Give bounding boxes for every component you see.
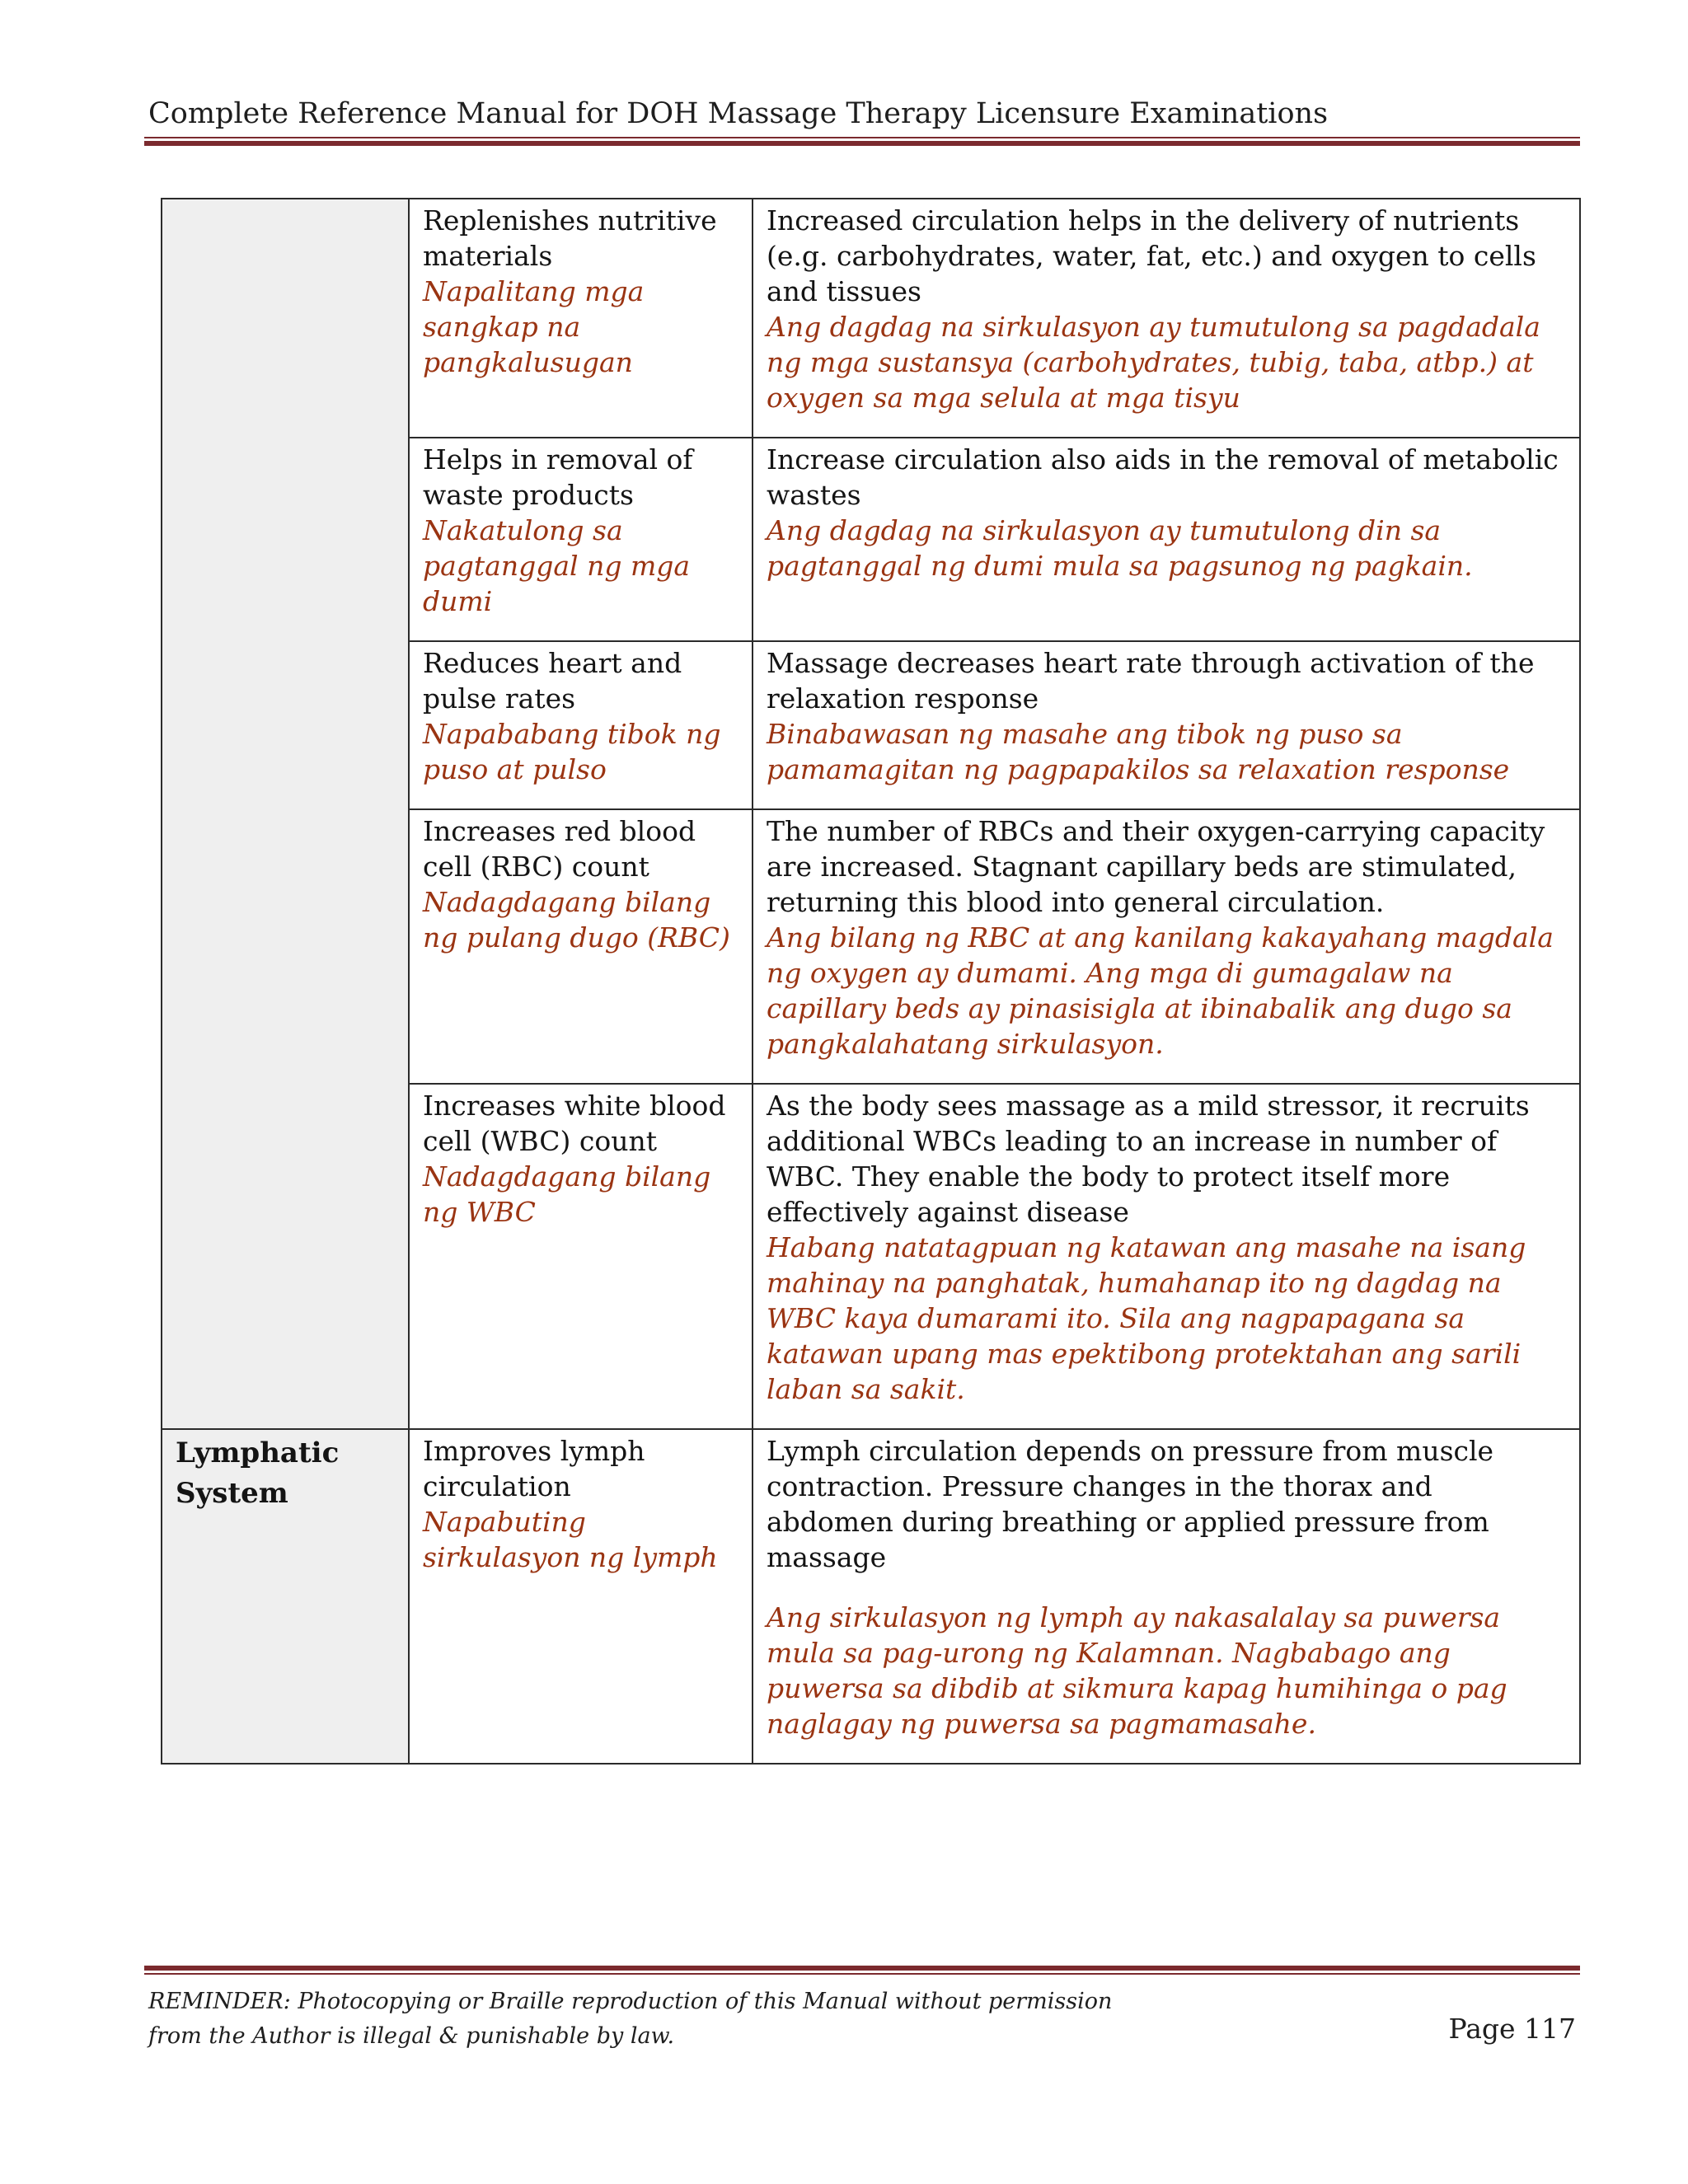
table-row xyxy=(162,199,1580,438)
explanation-tagalog: Ang dagdag na sirkulasyon ay tumutulong sa pagdadala ng mga sustansya (carbohydrates, tubig, taba, atbp.) at oxygen sa mga selula at mga tisyu xyxy=(767,311,1540,414)
reminder-line-1: REMINDER: Photocopying or Braille reproduction of this Manual without permission xyxy=(148,1989,1113,2014)
page-number: Page 117 xyxy=(1448,2013,1576,2045)
explanation-cell xyxy=(753,809,1580,1084)
page-header-title: Complete Reference Manual for DOH Massage Therapy Licensure Examinations xyxy=(148,97,1329,130)
explanation-english: Massage decreases heart rate through activation of the relaxation response xyxy=(767,647,1535,715)
explanation-tagalog: Ang bilang ng RBC at ang kanilang kakayahang magdala ng oxygen ay dumami. Ang mga di gumagalaw na capillary beds ay pinasisigla at ibinabalik ang dugo sa pangkalahatang sirkulasyon. xyxy=(767,921,1554,1060)
system-cell-circulatory xyxy=(162,199,409,1429)
explanation-cell xyxy=(753,438,1580,641)
explanation-tagalog: Habang natatagpuan ng katawan ang masahe na isang mahinay na panghatak, humahanap ito ng dagdag na WBC kaya dumarami ito. Sila ang nagpapagana sa katawan upang mas epektibong protektahan ang sarili laban sa sakit. xyxy=(767,1231,1526,1405)
effect-cell xyxy=(409,438,753,641)
effect-tagalog: Nadagdagang bilang ng pulang dugo (RBC) xyxy=(423,886,730,954)
effect-english: Increases red blood cell (RBC) count xyxy=(423,815,696,883)
explanation-tagalog: Ang sirkulasyon ng lymph ay nakasalalay sa puwersa mula sa pag-urong ng Kalamnan. Nagbabago ang puwersa sa dibdib at sikmura kapag humihinga o pag naglagay ng puwersa sa pagmamasahe. xyxy=(767,1601,1507,1740)
effect-tagalog: Napabuting sirkulasyon ng lymph xyxy=(423,1506,718,1573)
effect-english: Reduces heart and pulse rates xyxy=(423,647,682,715)
copyright-reminder xyxy=(148,1985,1112,2054)
effect-english: Increases white blood cell (WBC) count xyxy=(423,1090,726,1157)
effect-cell xyxy=(409,199,753,438)
explanation-english: The number of RBCs and their oxygen-carrying capacity are increased. Stagnant capillary beds are stimulated, returning this blood into general circulation. xyxy=(767,815,1545,918)
effect-english: Helps in removal of waste products xyxy=(423,443,693,511)
header-rule-top xyxy=(144,137,1580,138)
explanation-english: Lymph circulation depends on pressure from muscle contraction. Pressure changes in the thorax and abdomen during breathing or applied pressure from massage xyxy=(767,1435,1494,1573)
explanation-cell xyxy=(753,1429,1580,1764)
effect-tagalog: Napababang tibok ng puso at pulso xyxy=(423,718,721,785)
explanation-english: Increased circulation helps in the delivery of nutrients (e.g. carbohydrates, water, fat, etc.) and oxygen to cells and tissues xyxy=(767,204,1536,307)
footer-rule-bottom xyxy=(144,1973,1580,1975)
massage-effects-table xyxy=(161,198,1581,1765)
header-rule-bottom xyxy=(144,141,1580,146)
reminder-line-2: from the Author is illegal & punishable by law. xyxy=(148,2023,675,2049)
explanation-tagalog: Ang dagdag na sirkulasyon ay tumutulong din sa pagtanggal ng dumi mula sa pagsunog ng pagkain. xyxy=(767,514,1473,582)
explanation-english: Increase circulation also aids in the removal of metabolic wastes xyxy=(767,443,1559,511)
explanation-english: As the body sees massage as a mild stressor, it recruits additional WBCs leading to an increase in number of WBC. They enable the body to protect itself more effectively against disease xyxy=(767,1090,1530,1228)
effect-cell xyxy=(409,809,753,1084)
effect-english: Replenishes nutritive materials xyxy=(423,204,717,272)
effect-tagalog: Napalitang mga sangkap na pangkalusugan xyxy=(423,275,645,378)
explanation-cell xyxy=(753,199,1580,438)
explanation-cell xyxy=(753,641,1580,809)
footer-rule-top xyxy=(144,1966,1580,1971)
explanation-cell xyxy=(753,1084,1580,1429)
effect-tagalog: Nadagdagang bilang ng WBC xyxy=(423,1160,711,1228)
system-name: Lymphatic System xyxy=(176,1436,340,1510)
effect-english: Improves lymph circulation xyxy=(423,1435,645,1502)
effect-tagalog: Nakatulong sa pagtanggal ng mga dumi xyxy=(423,514,691,617)
effect-cell xyxy=(409,1084,753,1429)
explanation-tagalog: Binabawasan ng masahe ang tibok ng puso sa pamamagitan ng pagpapakilos sa relaxation response xyxy=(767,718,1510,785)
effect-cell xyxy=(409,641,753,809)
system-cell-lymphatic xyxy=(162,1429,409,1764)
effect-cell xyxy=(409,1429,753,1764)
table-row xyxy=(162,1429,1580,1764)
